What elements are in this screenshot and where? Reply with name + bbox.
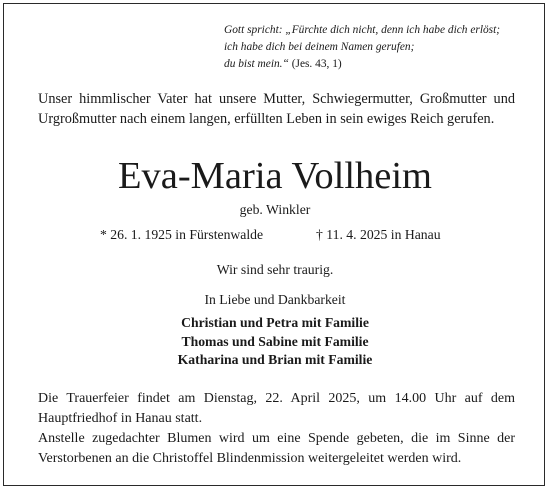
birth-info: * 26. 1. 1925 in Fürstenwalde [100,227,264,242]
intro-text: Unser himmlischer Vater hat unsere Mutter, Schwiegermutter, Großmutter und Urgroßmutter nach einem langen, erfüllten Leben in sein ewiges Reich gerufen. [38,91,515,127]
gratitude-line: In Liebe und Dankbarkeit [204,292,346,307]
mourner-family: Christian und Petra mit Familie [181,315,369,330]
quote-line-3 [224,56,524,73]
deceased-name: Eva-Maria Vollheim [118,155,432,197]
quote-line-2: ich habe dich bei deinem Namen gerufen; [224,41,415,53]
sadness-line: Wir sind sehr traurig. [216,262,334,277]
quote-line-3-text: du bist mein.“ [224,58,289,70]
maiden-name: geb. Winkler [239,202,311,217]
funeral-info: Die Trauerfeier findet am Dienstag, 22. April 2025, um 14.00 Uhr auf dem Hauptfriedhof in Hanau statt. [38,391,515,426]
mourner-family: Katharina und Brian mit Familie [177,352,373,367]
mourner-family: Thomas und Sabine mit Familie [181,333,369,349]
death-info: † 11. 4. 2025 in Hanau [316,227,441,242]
quote-line-1: Gott spricht: „Fürchte dich nicht, denn ich habe dich erlöst; [224,24,501,36]
donation-info: Anstelle zugedachter Blumen wird um eine Spende gebeten, die im Sinne der Verstorbenen an die Christoffel Blindenmission weitergeleitet werden wird. [38,431,515,466]
quote-reference: (Jes. 43, 1) [288,58,342,70]
bible-quote [224,22,524,73]
mourners-list [0,314,550,370]
